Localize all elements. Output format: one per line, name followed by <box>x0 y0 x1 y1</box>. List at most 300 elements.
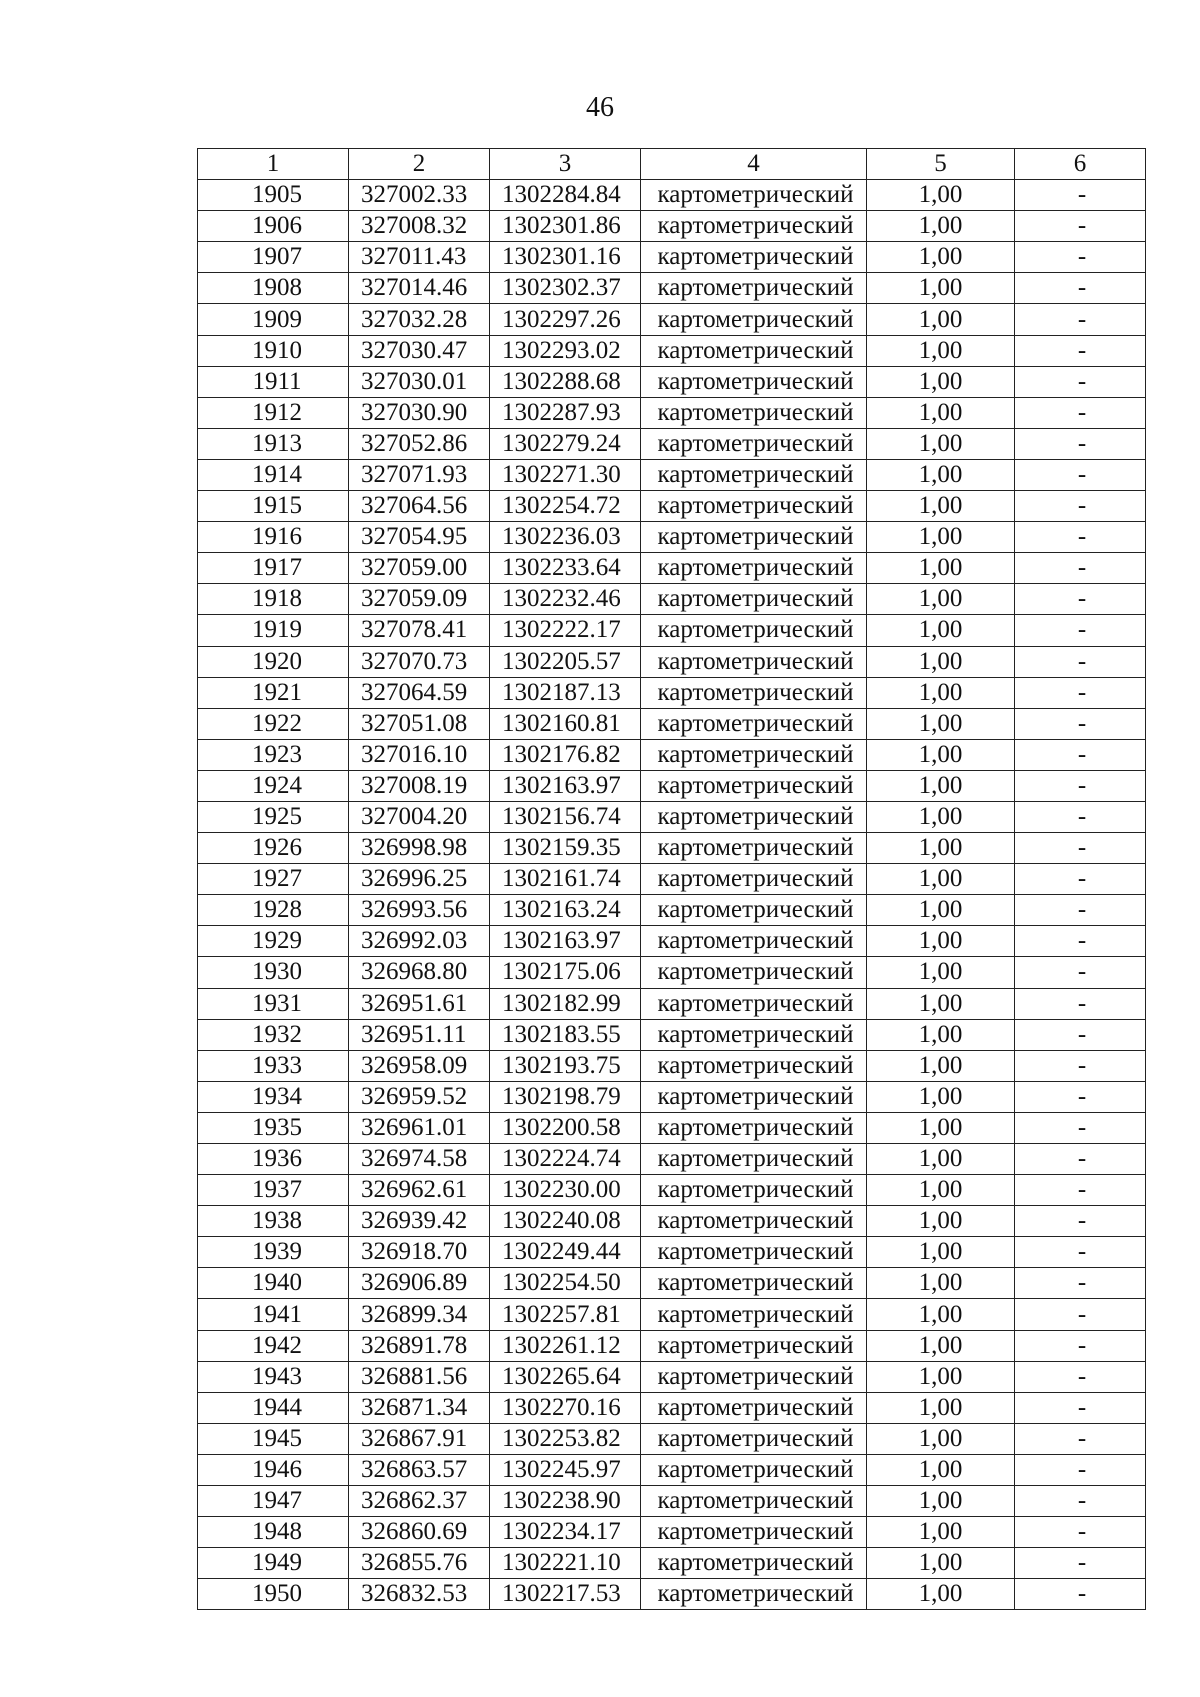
table-row <box>198 1579 1146 1610</box>
table-row <box>198 366 1146 397</box>
y-coordinate-cell: 1302301.16 <box>490 242 641 273</box>
point-number-cell: 1937 <box>198 1175 349 1206</box>
y-coordinate-cell: 1302221.10 <box>490 1548 641 1579</box>
method-cell: картометрический <box>641 895 867 926</box>
table-row <box>198 988 1146 1019</box>
point-number-cell: 1939 <box>198 1237 349 1268</box>
point-number-cell: 1935 <box>198 1112 349 1143</box>
point-number-cell: 1947 <box>198 1486 349 1517</box>
y-coordinate-cell: 1302205.57 <box>490 646 641 677</box>
method-cell: картометрический <box>641 584 867 615</box>
accuracy-cell: 1,00 <box>867 1548 1015 1579</box>
x-coordinate-cell: 326891.78 <box>349 1330 490 1361</box>
x-coordinate-cell: 327030.90 <box>349 397 490 428</box>
method-cell: картометрический <box>641 1330 867 1361</box>
x-coordinate-cell: 327008.32 <box>349 211 490 242</box>
point-number-cell: 1944 <box>198 1392 349 1423</box>
table-row <box>198 273 1146 304</box>
point-number-cell: 1918 <box>198 584 349 615</box>
description-cell: - <box>1015 1299 1146 1330</box>
method-cell: картометрический <box>641 522 867 553</box>
description-cell: - <box>1015 1144 1146 1175</box>
method-cell: картометрический <box>641 211 867 242</box>
description-cell: - <box>1015 833 1146 864</box>
description-cell: - <box>1015 428 1146 459</box>
accuracy-cell: 1,00 <box>867 1579 1015 1610</box>
accuracy-cell: 1,00 <box>867 522 1015 553</box>
table-row <box>198 1361 1146 1392</box>
table-row <box>198 708 1146 739</box>
accuracy-cell: 1,00 <box>867 988 1015 1019</box>
point-number-cell: 1912 <box>198 397 349 428</box>
accuracy-cell: 1,00 <box>867 1112 1015 1143</box>
description-cell: - <box>1015 522 1146 553</box>
description-cell: - <box>1015 584 1146 615</box>
description-cell: - <box>1015 988 1146 1019</box>
method-cell: картометрический <box>641 1050 867 1081</box>
method-cell: картометрический <box>641 1579 867 1610</box>
x-coordinate-cell: 326993.56 <box>349 895 490 926</box>
method-cell: картометрический <box>641 770 867 801</box>
accuracy-cell: 1,00 <box>867 708 1015 739</box>
point-number-cell: 1905 <box>198 180 349 211</box>
method-cell: картометрический <box>641 1361 867 1392</box>
method-cell: картометрический <box>641 1206 867 1237</box>
accuracy-cell: 1,00 <box>867 1237 1015 1268</box>
accuracy-cell: 1,00 <box>867 553 1015 584</box>
description-cell: - <box>1015 491 1146 522</box>
method-cell: картометрический <box>641 1237 867 1268</box>
description-cell: - <box>1015 926 1146 957</box>
table-row <box>198 459 1146 490</box>
x-coordinate-cell: 327078.41 <box>349 615 490 646</box>
point-number-cell: 1946 <box>198 1454 349 1485</box>
table-row <box>198 1548 1146 1579</box>
accuracy-cell: 1,00 <box>867 1517 1015 1548</box>
y-coordinate-cell: 1302297.26 <box>490 304 641 335</box>
table-row <box>198 491 1146 522</box>
x-coordinate-cell: 326998.98 <box>349 833 490 864</box>
method-cell: картометрический <box>641 1517 867 1548</box>
point-number-cell: 1941 <box>198 1299 349 1330</box>
y-coordinate-cell: 1302200.58 <box>490 1112 641 1143</box>
method-cell: картометрический <box>641 1144 867 1175</box>
method-cell: картометрический <box>641 1392 867 1423</box>
table-row <box>198 739 1146 770</box>
method-cell: картометрический <box>641 397 867 428</box>
y-coordinate-cell: 1302156.74 <box>490 801 641 832</box>
description-cell: - <box>1015 1517 1146 1548</box>
accuracy-cell: 1,00 <box>867 864 1015 895</box>
y-coordinate-cell: 1302159.35 <box>490 833 641 864</box>
method-cell: картометрический <box>641 1081 867 1112</box>
accuracy-cell: 1,00 <box>867 397 1015 428</box>
method-cell: картометрический <box>641 1454 867 1485</box>
description-cell: - <box>1015 1579 1146 1610</box>
header-cell: 6 <box>1015 149 1146 180</box>
point-number-cell: 1940 <box>198 1268 349 1299</box>
method-cell: картометрический <box>641 864 867 895</box>
x-coordinate-cell: 326899.34 <box>349 1299 490 1330</box>
method-cell: картометрический <box>641 677 867 708</box>
table-row <box>198 770 1146 801</box>
point-number-cell: 1909 <box>198 304 349 335</box>
y-coordinate-cell: 1302279.24 <box>490 428 641 459</box>
x-coordinate-cell: 326906.89 <box>349 1268 490 1299</box>
accuracy-cell: 1,00 <box>867 926 1015 957</box>
method-cell: картометрический <box>641 646 867 677</box>
accuracy-cell: 1,00 <box>867 1050 1015 1081</box>
x-coordinate-cell: 326961.01 <box>349 1112 490 1143</box>
method-cell: картометрический <box>641 615 867 646</box>
point-number-cell: 1938 <box>198 1206 349 1237</box>
y-coordinate-cell: 1302160.81 <box>490 708 641 739</box>
point-number-cell: 1930 <box>198 957 349 988</box>
table-row <box>198 895 1146 926</box>
point-number-cell: 1914 <box>198 459 349 490</box>
accuracy-cell: 1,00 <box>867 1019 1015 1050</box>
table-row <box>198 180 1146 211</box>
y-coordinate-cell: 1302284.84 <box>490 180 641 211</box>
y-coordinate-cell: 1302224.74 <box>490 1144 641 1175</box>
table-row <box>198 1175 1146 1206</box>
point-number-cell: 1942 <box>198 1330 349 1361</box>
x-coordinate-cell: 327011.43 <box>349 242 490 273</box>
table-row <box>198 1081 1146 1112</box>
description-cell: - <box>1015 1112 1146 1143</box>
point-number-cell: 1945 <box>198 1423 349 1454</box>
table-body <box>198 180 1146 1610</box>
y-coordinate-cell: 1302217.53 <box>490 1579 641 1610</box>
y-coordinate-cell: 1302265.64 <box>490 1361 641 1392</box>
header-cell: 2 <box>349 149 490 180</box>
method-cell: картометрический <box>641 739 867 770</box>
accuracy-cell: 1,00 <box>867 1175 1015 1206</box>
method-cell: картометрический <box>641 1548 867 1579</box>
x-coordinate-cell: 326855.76 <box>349 1548 490 1579</box>
description-cell: - <box>1015 864 1146 895</box>
point-number-cell: 1911 <box>198 366 349 397</box>
table-row <box>198 864 1146 895</box>
table-row <box>198 1517 1146 1548</box>
description-cell: - <box>1015 1330 1146 1361</box>
table-row <box>198 1237 1146 1268</box>
y-coordinate-cell: 1302270.16 <box>490 1392 641 1423</box>
point-number-cell: 1907 <box>198 242 349 273</box>
method-cell: картометрический <box>641 1486 867 1517</box>
description-cell: - <box>1015 895 1146 926</box>
y-coordinate-cell: 1302236.03 <box>490 522 641 553</box>
description-cell: - <box>1015 366 1146 397</box>
point-number-cell: 1906 <box>198 211 349 242</box>
y-coordinate-cell: 1302233.64 <box>490 553 641 584</box>
point-number-cell: 1908 <box>198 273 349 304</box>
description-cell: - <box>1015 397 1146 428</box>
y-coordinate-cell: 1302222.17 <box>490 615 641 646</box>
x-coordinate-cell: 326958.09 <box>349 1050 490 1081</box>
method-cell: картометрический <box>641 1175 867 1206</box>
point-number-cell: 1934 <box>198 1081 349 1112</box>
accuracy-cell: 1,00 <box>867 304 1015 335</box>
point-number-cell: 1932 <box>198 1019 349 1050</box>
method-cell: картометрический <box>641 926 867 957</box>
point-number-cell: 1929 <box>198 926 349 957</box>
x-coordinate-cell: 326959.52 <box>349 1081 490 1112</box>
y-coordinate-cell: 1302249.44 <box>490 1237 641 1268</box>
table-row <box>198 211 1146 242</box>
header-cell: 5 <box>867 149 1015 180</box>
method-cell: картометрический <box>641 273 867 304</box>
description-cell: - <box>1015 677 1146 708</box>
x-coordinate-cell: 327030.47 <box>349 335 490 366</box>
method-cell: картометрический <box>641 428 867 459</box>
description-cell: - <box>1015 1548 1146 1579</box>
table-row <box>198 1206 1146 1237</box>
method-cell: картометрический <box>641 491 867 522</box>
table-row <box>198 833 1146 864</box>
accuracy-cell: 1,00 <box>867 584 1015 615</box>
point-number-cell: 1948 <box>198 1517 349 1548</box>
point-number-cell: 1931 <box>198 988 349 1019</box>
method-cell: картометрический <box>641 335 867 366</box>
point-number-cell: 1925 <box>198 801 349 832</box>
y-coordinate-cell: 1302163.97 <box>490 770 641 801</box>
y-coordinate-cell: 1302234.17 <box>490 1517 641 1548</box>
method-cell: картометрический <box>641 1019 867 1050</box>
x-coordinate-cell: 326968.80 <box>349 957 490 988</box>
accuracy-cell: 1,00 <box>867 801 1015 832</box>
point-number-cell: 1926 <box>198 833 349 864</box>
description-cell: - <box>1015 1392 1146 1423</box>
table-row <box>198 801 1146 832</box>
description-cell: - <box>1015 273 1146 304</box>
point-number-cell: 1921 <box>198 677 349 708</box>
table-row <box>198 335 1146 366</box>
table-row <box>198 1330 1146 1361</box>
method-cell: картометрический <box>641 1268 867 1299</box>
description-cell: - <box>1015 211 1146 242</box>
description-cell: - <box>1015 553 1146 584</box>
accuracy-cell: 1,00 <box>867 739 1015 770</box>
description-cell: - <box>1015 801 1146 832</box>
table-row <box>198 397 1146 428</box>
header-cell: 4 <box>641 149 867 180</box>
table-row <box>198 646 1146 677</box>
y-coordinate-cell: 1302240.08 <box>490 1206 641 1237</box>
description-cell: - <box>1015 459 1146 490</box>
page-number: 46 <box>586 92 614 123</box>
accuracy-cell: 1,00 <box>867 1206 1015 1237</box>
method-cell: картометрический <box>641 242 867 273</box>
accuracy-cell: 1,00 <box>867 1423 1015 1454</box>
y-coordinate-cell: 1302163.97 <box>490 926 641 957</box>
accuracy-cell: 1,00 <box>867 273 1015 304</box>
accuracy-cell: 1,00 <box>867 1299 1015 1330</box>
x-coordinate-cell: 327064.59 <box>349 677 490 708</box>
point-number-cell: 1924 <box>198 770 349 801</box>
x-coordinate-cell: 326881.56 <box>349 1361 490 1392</box>
method-cell: картометрический <box>641 801 867 832</box>
x-coordinate-cell: 327071.93 <box>349 459 490 490</box>
point-number-cell: 1916 <box>198 522 349 553</box>
point-number-cell: 1928 <box>198 895 349 926</box>
accuracy-cell: 1,00 <box>867 957 1015 988</box>
method-cell: картометрический <box>641 304 867 335</box>
y-coordinate-cell: 1302163.24 <box>490 895 641 926</box>
accuracy-cell: 1,00 <box>867 646 1015 677</box>
method-cell: картометрический <box>641 1299 867 1330</box>
x-coordinate-cell: 327008.19 <box>349 770 490 801</box>
table-row <box>198 1486 1146 1517</box>
header-cell: 3 <box>490 149 641 180</box>
x-coordinate-cell: 327030.01 <box>349 366 490 397</box>
accuracy-cell: 1,00 <box>867 366 1015 397</box>
method-cell: картометрический <box>641 1112 867 1143</box>
table-row <box>198 1144 1146 1175</box>
x-coordinate-cell: 327070.73 <box>349 646 490 677</box>
accuracy-cell: 1,00 <box>867 1268 1015 1299</box>
accuracy-cell: 1,00 <box>867 1454 1015 1485</box>
x-coordinate-cell: 326867.91 <box>349 1423 490 1454</box>
accuracy-cell: 1,00 <box>867 491 1015 522</box>
method-cell: картометрический <box>641 459 867 490</box>
description-cell: - <box>1015 1175 1146 1206</box>
accuracy-cell: 1,00 <box>867 1330 1015 1361</box>
description-cell: - <box>1015 335 1146 366</box>
description-cell: - <box>1015 180 1146 211</box>
point-number-cell: 1919 <box>198 615 349 646</box>
table-row <box>198 1112 1146 1143</box>
accuracy-cell: 1,00 <box>867 1144 1015 1175</box>
y-coordinate-cell: 1302176.82 <box>490 739 641 770</box>
table-row <box>198 1423 1146 1454</box>
y-coordinate-cell: 1302230.00 <box>490 1175 641 1206</box>
table-row <box>198 1299 1146 1330</box>
y-coordinate-cell: 1302183.55 <box>490 1019 641 1050</box>
y-coordinate-cell: 1302193.75 <box>490 1050 641 1081</box>
x-coordinate-cell: 326996.25 <box>349 864 490 895</box>
accuracy-cell: 1,00 <box>867 615 1015 646</box>
description-cell: - <box>1015 1050 1146 1081</box>
description-cell: - <box>1015 304 1146 335</box>
description-cell: - <box>1015 615 1146 646</box>
accuracy-cell: 1,00 <box>867 428 1015 459</box>
y-coordinate-cell: 1302254.50 <box>490 1268 641 1299</box>
x-coordinate-cell: 327051.08 <box>349 708 490 739</box>
table-row <box>198 926 1146 957</box>
description-cell: - <box>1015 1423 1146 1454</box>
y-coordinate-cell: 1302253.82 <box>490 1423 641 1454</box>
header-cell: 1 <box>198 149 349 180</box>
x-coordinate-cell: 326939.42 <box>349 1206 490 1237</box>
y-coordinate-cell: 1302175.06 <box>490 957 641 988</box>
x-coordinate-cell: 327059.00 <box>349 553 490 584</box>
x-coordinate-cell: 327064.56 <box>349 491 490 522</box>
accuracy-cell: 1,00 <box>867 1081 1015 1112</box>
x-coordinate-cell: 327002.33 <box>349 180 490 211</box>
point-number-cell: 1927 <box>198 864 349 895</box>
accuracy-cell: 1,00 <box>867 833 1015 864</box>
coordinates-table <box>197 148 1146 1610</box>
x-coordinate-cell: 327004.20 <box>349 801 490 832</box>
table-row <box>198 428 1146 459</box>
method-cell: картометрический <box>641 180 867 211</box>
point-number-cell: 1949 <box>198 1548 349 1579</box>
table-row <box>198 1050 1146 1081</box>
table-row <box>198 1019 1146 1050</box>
table-row <box>198 677 1146 708</box>
point-number-cell: 1950 <box>198 1579 349 1610</box>
point-number-cell: 1917 <box>198 553 349 584</box>
description-cell: - <box>1015 1019 1146 1050</box>
accuracy-cell: 1,00 <box>867 335 1015 366</box>
x-coordinate-cell: 326832.53 <box>349 1579 490 1610</box>
point-number-cell: 1933 <box>198 1050 349 1081</box>
method-cell: картометрический <box>641 988 867 1019</box>
point-number-cell: 1915 <box>198 491 349 522</box>
accuracy-cell: 1,00 <box>867 770 1015 801</box>
y-coordinate-cell: 1302187.13 <box>490 677 641 708</box>
method-cell: картометрический <box>641 957 867 988</box>
description-cell: - <box>1015 1268 1146 1299</box>
method-cell: картометрический <box>641 1423 867 1454</box>
y-coordinate-cell: 1302293.02 <box>490 335 641 366</box>
point-number-cell: 1920 <box>198 646 349 677</box>
y-coordinate-cell: 1302182.99 <box>490 988 641 1019</box>
table-row <box>198 522 1146 553</box>
method-cell: картометрический <box>641 833 867 864</box>
y-coordinate-cell: 1302161.74 <box>490 864 641 895</box>
description-cell: - <box>1015 1486 1146 1517</box>
description-cell: - <box>1015 770 1146 801</box>
x-coordinate-cell: 326992.03 <box>349 926 490 957</box>
x-coordinate-cell: 326951.11 <box>349 1019 490 1050</box>
y-coordinate-cell: 1302271.30 <box>490 459 641 490</box>
point-number-cell: 1943 <box>198 1361 349 1392</box>
table-row <box>198 242 1146 273</box>
accuracy-cell: 1,00 <box>867 1361 1015 1392</box>
description-cell: - <box>1015 739 1146 770</box>
method-cell: картометрический <box>641 553 867 584</box>
accuracy-cell: 1,00 <box>867 895 1015 926</box>
y-coordinate-cell: 1302232.46 <box>490 584 641 615</box>
y-coordinate-cell: 1302254.72 <box>490 491 641 522</box>
accuracy-cell: 1,00 <box>867 1486 1015 1517</box>
table-row <box>198 304 1146 335</box>
x-coordinate-cell: 327014.46 <box>349 273 490 304</box>
table-row <box>198 1392 1146 1423</box>
description-cell: - <box>1015 1081 1146 1112</box>
description-cell: - <box>1015 242 1146 273</box>
description-cell: - <box>1015 1237 1146 1268</box>
description-cell: - <box>1015 957 1146 988</box>
y-coordinate-cell: 1302257.81 <box>490 1299 641 1330</box>
table-row <box>198 584 1146 615</box>
method-cell: картометрический <box>641 708 867 739</box>
x-coordinate-cell: 326860.69 <box>349 1517 490 1548</box>
x-coordinate-cell: 327032.28 <box>349 304 490 335</box>
x-coordinate-cell: 326962.61 <box>349 1175 490 1206</box>
accuracy-cell: 1,00 <box>867 211 1015 242</box>
y-coordinate-cell: 1302245.97 <box>490 1454 641 1485</box>
point-number-cell: 1936 <box>198 1144 349 1175</box>
accuracy-cell: 1,00 <box>867 242 1015 273</box>
point-number-cell: 1910 <box>198 335 349 366</box>
x-coordinate-cell: 326862.37 <box>349 1486 490 1517</box>
x-coordinate-cell: 327052.86 <box>349 428 490 459</box>
x-coordinate-cell: 327054.95 <box>349 522 490 553</box>
x-coordinate-cell: 326974.58 <box>349 1144 490 1175</box>
